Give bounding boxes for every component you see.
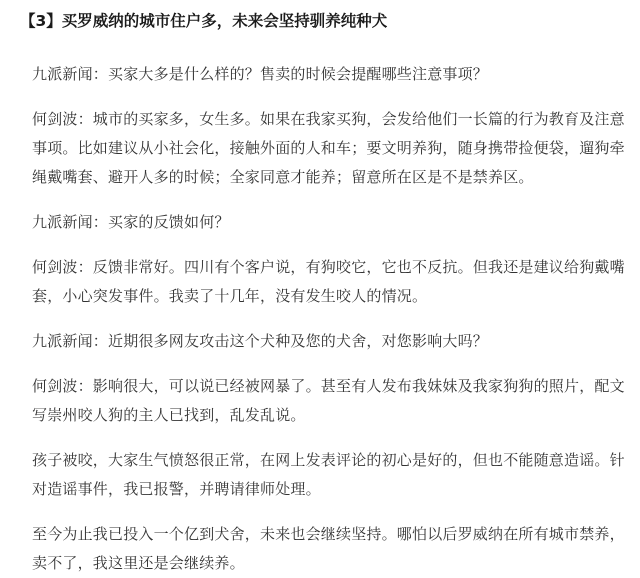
paragraph-answer-3-cont: 孩子被咬，大家生气愤怒很正常，在网上发表评论的初心是好的，但也不能随意造谣。针对造谣事件，我已报警，并聘请律师处理。	[32, 451, 625, 498]
paragraph-answer-1: 何剑波：城市的买家多，女生多。如果在我家买狗，会发给他们一长篇的行为教育及注意事项。比如建议从小社会化，接触外面的人和车；要文明养狗，随身携带捡便袋，遛狗牵绳戴嘴套、避开人多的时候；全家同意才能养；留意所在区是不是禁养区。	[32, 110, 625, 186]
paragraph-question-3: 九派新闻：近期很多网友攻击这个犬种及您的犬舍，对您影响大吗？	[32, 332, 489, 350]
paragraph-answer-2: 何剑波：反馈非常好。四川有个客户说，有狗咬它，它也不反抗。但我还是建议给狗戴嘴套，小心突发事件。我卖了十几年，没有发生咬人的情况。	[32, 258, 625, 305]
paragraph-answer-3-end: 至今为止我已投入一个亿到犬舍，未来也会继续坚持。哪怕以后罗威纳在所有城市禁养，卖不了，我这里还是会继续养。	[32, 525, 625, 572]
paragraph-answer-3: 何剑波：影响很大，可以说已经被网暴了。甚至有人发布我妹妹及我家狗狗的照片，配文写崇州咬人狗的主人已找到，乱发乱说。	[32, 377, 625, 424]
paragraph-question-2: 九派新闻：买家的反馈如何？	[32, 213, 230, 231]
paragraph-question-1: 九派新闻：买家大多是什么样的？售卖的时候会提醒哪些注意事项？	[32, 65, 489, 83]
section-heading: 【3】买罗威纳的城市住户多，未来会坚持驯养纯种犬	[20, 12, 388, 30]
